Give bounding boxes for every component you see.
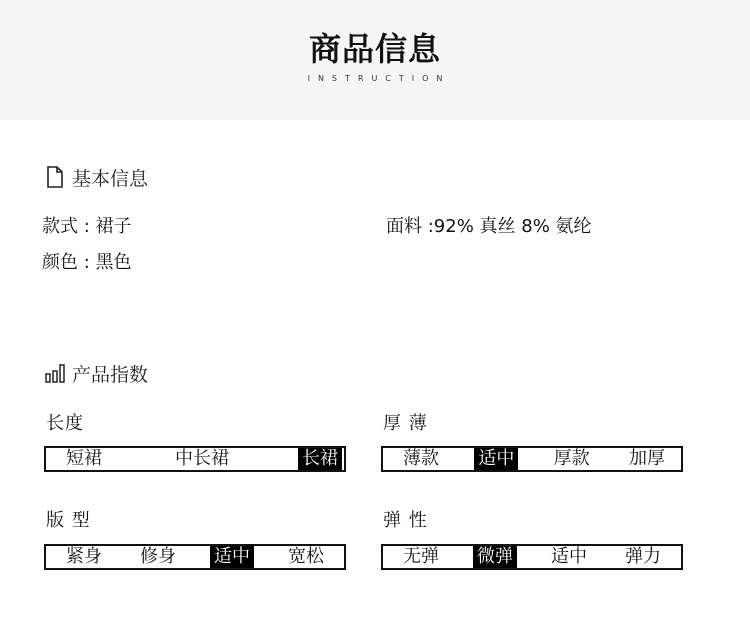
length-option: 长裙 [298,448,342,470]
fit-option: 宽松 [288,546,324,567]
length-label: 长度 [46,413,84,434]
thickness-scale [381,446,683,472]
page-header [0,0,750,120]
basic-info-heading-label: 基本信息 [72,167,149,190]
thickness-option: 适中 [474,448,518,470]
thickness-option: 薄款 [403,448,439,469]
product-index-heading [44,360,148,386]
document-icon [44,166,66,188]
basic-info-heading [44,164,148,190]
thickness-option: 加厚 [628,448,665,469]
fit-option: 修身 [140,546,176,567]
elasticity-scale [381,544,683,570]
style-info: 款式 : 裙子 [42,216,132,237]
length-scale [44,446,346,472]
product-index-heading-label: 产品指数 [72,363,149,386]
fit-option: 适中 [210,546,254,568]
elasticity-option: 微弹 [473,546,517,568]
color-info: 颜色 : 黑色 [42,252,132,273]
elasticity-label: 弹 性 [383,510,428,531]
length-option: 中长裙 [175,448,229,469]
elasticity-option: 无弹 [403,546,439,567]
fit-label: 版 型 [46,510,91,531]
elasticity-option: 适中 [551,546,587,567]
thickness-option: 厚款 [553,448,590,469]
length-option: 短裙 [66,448,102,469]
thickness-label: 厚 薄 [383,413,428,434]
page-subtitle: INSTRUCTION [307,74,451,83]
page-title: 商品信息 [308,30,441,68]
fit-option: 紧身 [66,546,102,567]
bar-chart-icon [44,362,66,384]
fabric-info: 面料 :92% 真丝 8% 氨纶 [386,216,592,237]
fit-scale [44,544,346,570]
elasticity-option: 弹力 [625,546,661,567]
